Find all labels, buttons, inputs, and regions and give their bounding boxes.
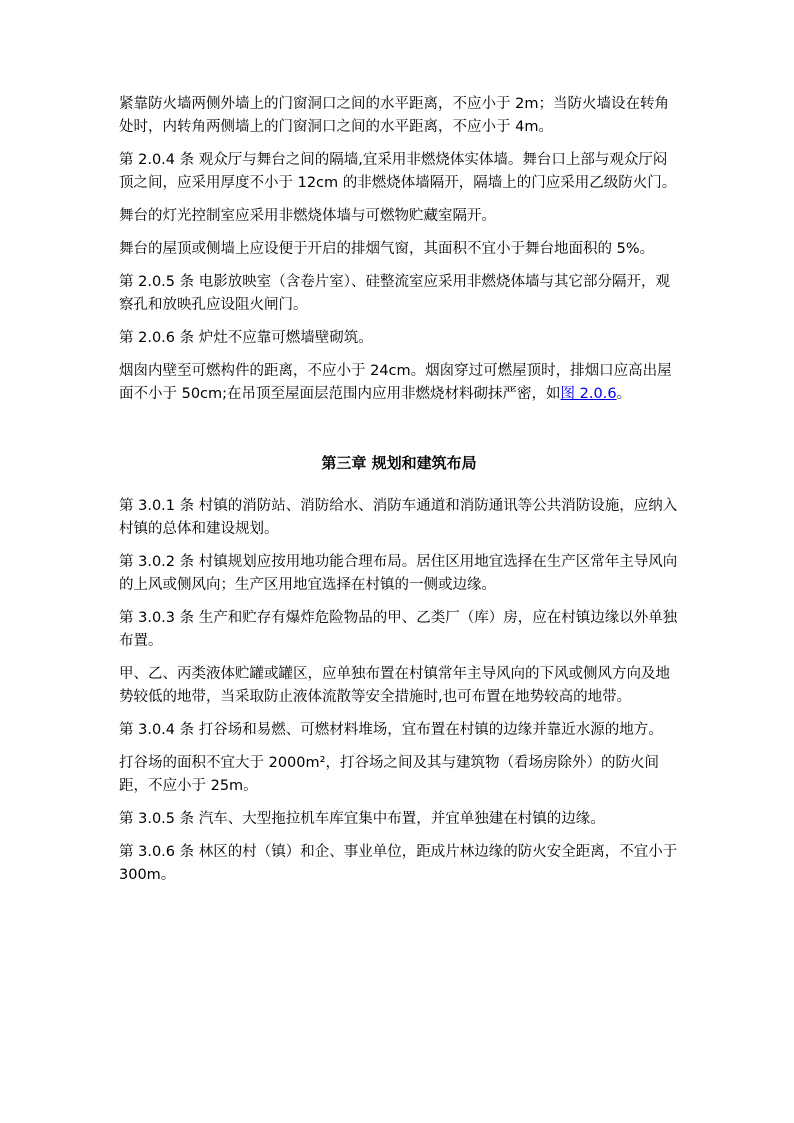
- paragraph-article-3-0-6: 第 3.0.6 条 林区的村（镇）和企、事业单位，距成片林边缘的防火安全距离，不宜小于 300m。: [119, 844, 678, 883]
- paragraph-stage-smoke-window: 舞台的屋顶或侧墙上应设便于开启的排烟气窗，其面积不宜小于舞台地面积的 5%。: [119, 241, 655, 257]
- chapter-3-title: 第三章 规划和建筑布局: [321, 454, 477, 472]
- paragraph-article-2-0-5: 第 2.0.5 条 电影放映室（含卷片室）、硅整流室应采用非燃烧体墙与其它部分隔开，观察孔和放映孔应设阻火闸门。: [119, 274, 670, 313]
- figure-2-0-6-link[interactable]: 图 2.0.6: [560, 386, 617, 402]
- chimney-text-end: 。: [616, 386, 632, 402]
- paragraph-threshing-ground: 打谷场的面积不宜大于 2000m²，打谷场之间及其与建筑物（看场房除外）的防火间距，不应小于 25m。: [119, 755, 659, 794]
- paragraph-article-3-0-2: 第 3.0.2 条 村镇规划应按用地功能合理布局。居住区用地宜选择在生产区常年主导风向的上风或侧风向；生产区用地宜选择在村镇的一侧或边缘。: [119, 554, 678, 593]
- paragraph-liquid-tanks: 甲、乙、丙类液体贮罐或罐区，应单独布置在村镇常年主导风向的下风或侧风方向及地势较低的地带，当采取防止液体流散等安全措施时,也可布置在地势较高的地带。: [119, 666, 670, 705]
- paragraph-article-3-0-5: 第 3.0.5 条 汽车、大型拖拉机车库宜集中布置，并宜单独建在村镇的边缘。: [119, 811, 605, 827]
- document-body: [119, 88, 679, 897]
- paragraph-article-2-0-6: 第 2.0.6 条 炉灶不应靠可燃墙壁砌筑。: [119, 330, 373, 346]
- paragraph-chimney: [119, 360, 679, 406]
- paragraph-article-3-0-1: 第 3.0.1 条 村镇的消防站、消防给水、消防车通道和消防通讯等公共消防设施，应纳入村镇的总体和建设规划。: [119, 498, 678, 537]
- paragraph-lighting-control-room: 舞台的灯光控制室应采用非燃烧体墙与可燃物贮藏室隔开。: [119, 208, 496, 224]
- paragraph-firewall-openings: 紧靠防火墙两侧外墙上的门窗洞口之间的水平距离，不应小于 2m；当防火墙设在转角处时，内转角两侧墙上的门窗洞口之间的水平距离，不应小于 4m。: [119, 96, 669, 135]
- paragraph-article-3-0-4: 第 3.0.4 条 打谷场和易燃、可燃材料堆场，宜布置在村镇的边缘并靠近水源的地方。: [119, 722, 663, 738]
- paragraph-article-3-0-3: 第 3.0.3 条 生产和贮存有爆炸危险物品的甲、乙类厂（库）房，应在村镇边缘以外单独布置。: [119, 610, 678, 649]
- chimney-text: 烟囱内壁至可燃构件的距离，不应小于 24cm。烟囱穿过可燃屋顶时，排烟口应高出屋面不小于 50cm;在吊顶至屋面层范围内应用非燃烧材料砌抹严密，如: [119, 363, 672, 402]
- paragraph-article-2-0-4: 第 2.0.4 条 观众厅与舞台之间的隔墙,宜采用非燃烧体实体墙。舞台口上部与观众厅闷顶之间，应采用厚度不小于 12cm 的非燃烧体墙隔开，隔墙上的门应采用乙级防火门。: [119, 152, 677, 191]
